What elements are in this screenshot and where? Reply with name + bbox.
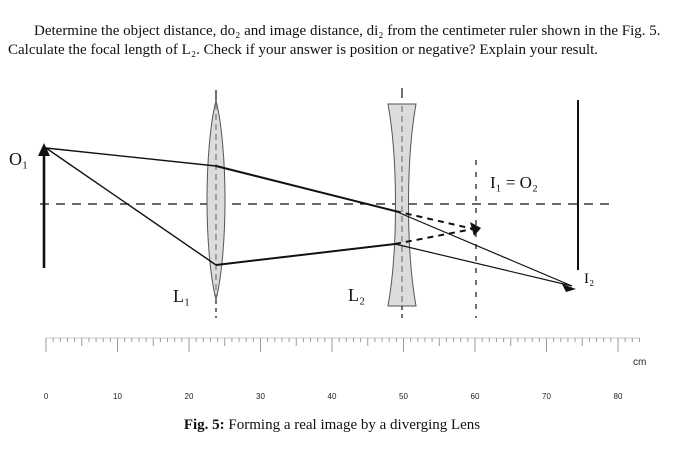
ray-2b <box>216 244 395 265</box>
intermediate-image-label: I₁ = O₂ <box>490 173 538 192</box>
ruler-tick-label: 60 <box>470 392 480 401</box>
object-arrow <box>38 143 50 268</box>
centimeter-ruler <box>44 338 640 401</box>
figure-caption <box>0 417 688 434</box>
ruler-tick-label: 30 <box>256 392 265 401</box>
lens-l2 <box>388 88 416 318</box>
ray-2a <box>46 148 216 265</box>
ray-1c <box>395 211 572 286</box>
ruler-tick-label: 70 <box>542 392 551 401</box>
object-label: O₁ <box>9 149 29 169</box>
ray-1b <box>216 166 395 211</box>
caption-text: Forming a real image by a diverging Lens <box>228 417 481 433</box>
question-text: Determine the object distance, do₂ and image distance, di₂ from the centimeter ruler shown in the Fig. 5. Calculate the focal length of L₂. Check if your answer is position or negative? Explain your result. <box>8 23 661 58</box>
ruler-unit-label: cm <box>633 357 647 368</box>
lens1-label: L₁ <box>173 286 191 306</box>
ruler-tick-label: 80 <box>613 392 623 401</box>
ruler-tick-label: 20 <box>184 392 194 401</box>
final-image-label: I₂ <box>584 271 595 287</box>
ray-2c <box>395 244 572 286</box>
ruler-tick-label: 0 <box>43 392 49 401</box>
ruler-tick-label: 40 <box>327 392 337 401</box>
ruler-tick-label: 50 <box>399 392 408 401</box>
lens2-label: L₂ <box>348 285 366 305</box>
ray-1a <box>46 148 216 166</box>
ruler-tick-label: 10 <box>113 392 122 401</box>
lens-l1 <box>207 90 225 318</box>
caption-prefix: Fig. 5: <box>183 417 225 433</box>
